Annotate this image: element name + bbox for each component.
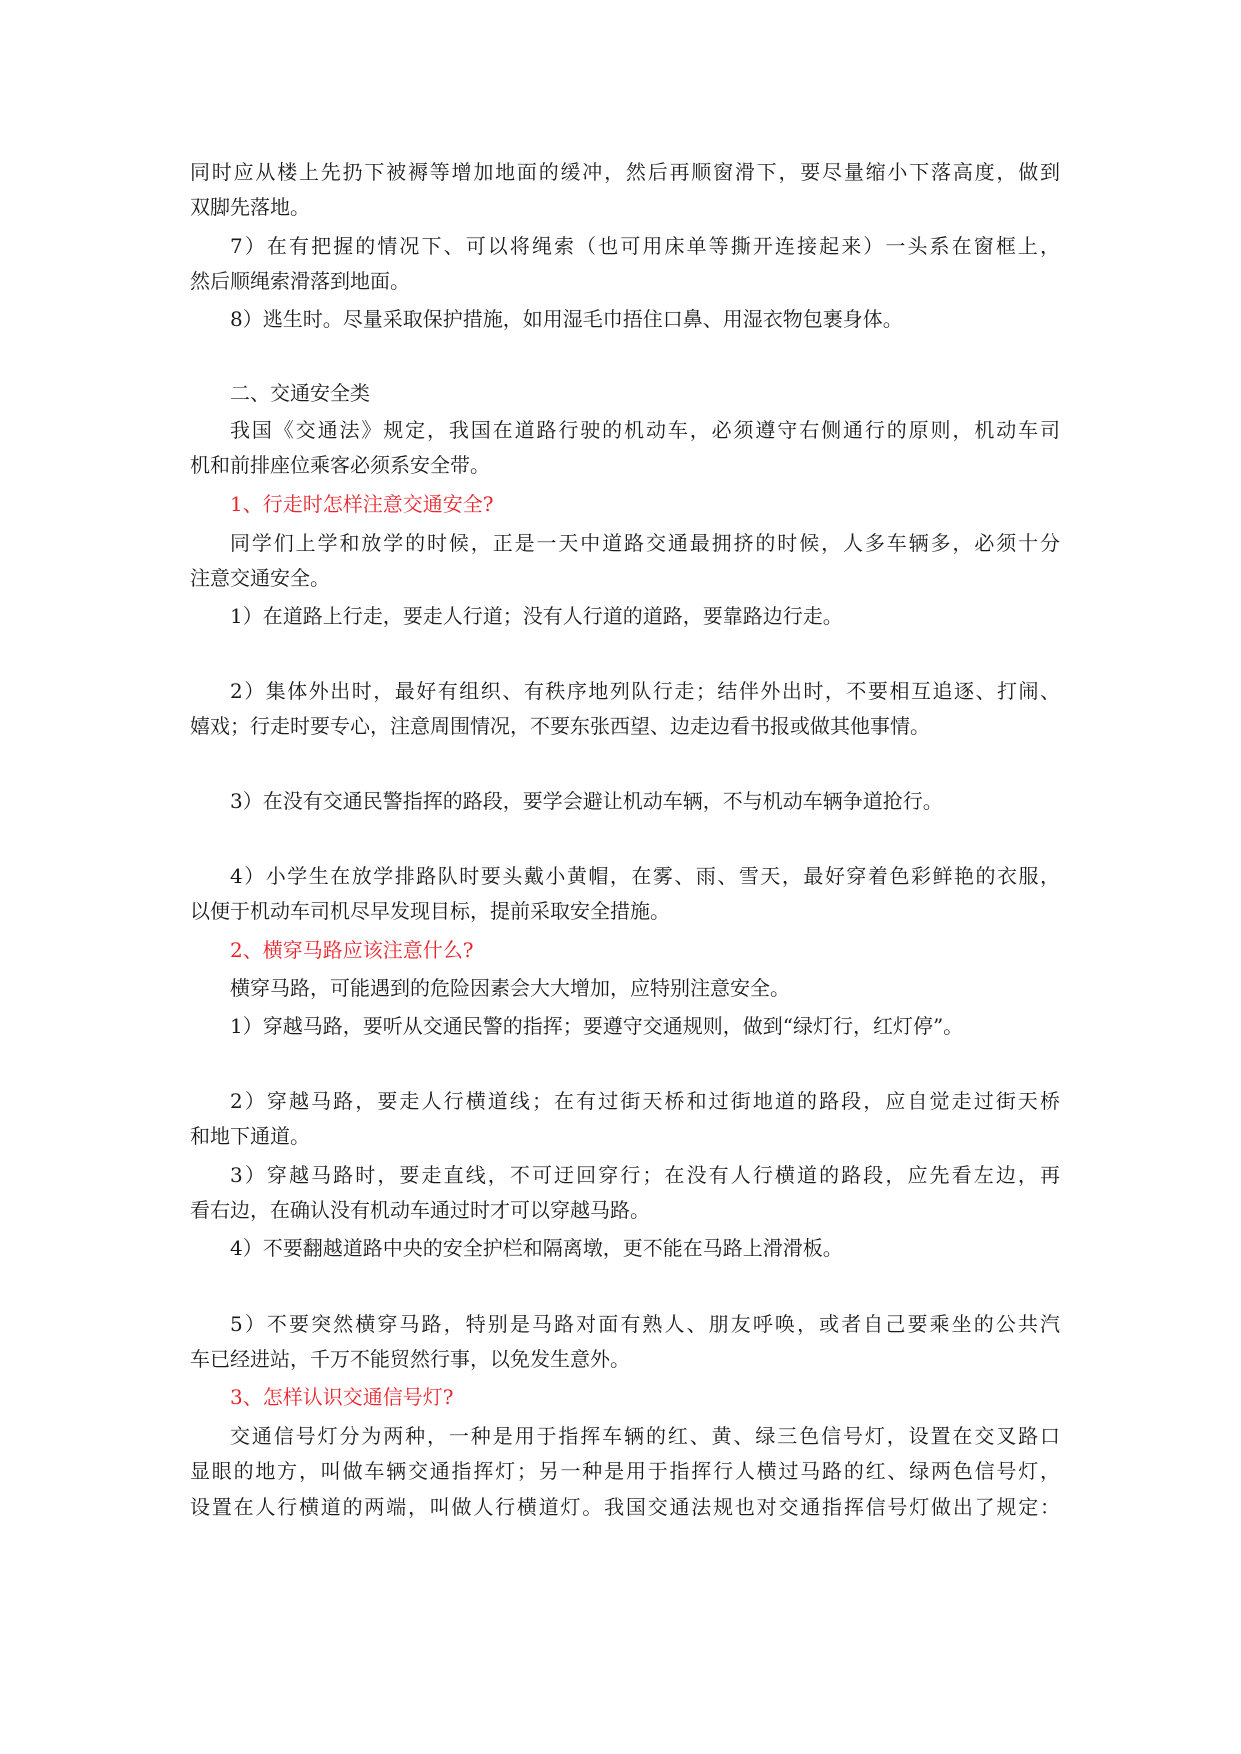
text-line: 8）逃生时。尽量采取保护措施，如用湿毛巾捂住口鼻、用湿衣物包裹身体。 [230, 307, 903, 331]
text-line: 同时应从楼上先扔下被褥等增加地面的缓冲，然后再顺窗滑下，要尽量缩小下落高度，做到 [190, 160, 1060, 184]
text-line: 2）穿越马路，要走人行横道线；在有过街天桥和过街地道的路段，应自觉走过街天桥 [230, 1089, 1060, 1113]
text-line: 7）在有把握的情况下、可以将绳索（也可用床单等撕开连接起来）一头系在窗框上， [230, 234, 1060, 258]
text-line: 4）不要翻越道路中央的安全护栏和隔离墩，更不能在马路上滑滑板。 [230, 1236, 843, 1260]
text-line: 4）小学生在放学排路队时要头戴小黄帽，在雾、雨、雪天，最好穿着色彩鲜艳的衣服， [230, 864, 1060, 888]
text-line: 和地下通道。 [190, 1124, 310, 1148]
text-line: 同学们上学和放学的时候，正是一天中道路交通最拥挤的时候，人多车辆多，必须十分 [230, 531, 1060, 555]
text-line: 设置在人行横道的两端，叫做人行横道灯。我国交通法规也对交通指挥信号灯做出了规定： [190, 1495, 1060, 1519]
text-line: 我国《交通法》规定，我国在道路行驶的机动车，必须遵守右侧通行的原则，机动车司 [230, 418, 1060, 442]
text-line: 横穿马路，可能遇到的危险因素会大大增加，应特别注意安全。 [230, 976, 790, 1000]
text-line: 机和前排座位乘客必须系安全带。 [190, 453, 490, 477]
section-heading: 二、交通安全类 [230, 381, 370, 405]
text-line: 5）不要突然横穿马路，特别是马路对面有熟人、朋友呼唤，或者自己要乘坐的公共汽 [230, 1312, 1060, 1336]
text-line: 以便于机动车司机尽早发现目标，提前采取安全措施。 [190, 899, 670, 923]
text-line: 看右边，在确认没有机动车通过时才可以穿越马路。 [190, 1198, 650, 1222]
text-line: 注意交通安全。 [190, 566, 330, 590]
text-line: 双脚先落地。 [190, 195, 310, 219]
text-line: 嬉戏；行走时要专心，注意周围情况，不要东张西望、边走边看书报或做其他事情。 [190, 714, 930, 738]
text-line: 显眼的地方，叫做车辆交通指挥灯；另一种是用于指挥行人横过马路的红、绿两色信号灯， [190, 1459, 1060, 1483]
subheading-traffic-lights: 3、怎样认识交通信号灯? [230, 1385, 454, 1409]
text-line: 交通信号灯分为两种，一种是用于指挥车辆的红、黄、绿三色信号灯，设置在交叉路口 [230, 1424, 1060, 1448]
text-line: 车已经进站，千万不能贸然行事，以免发生意外。 [190, 1347, 630, 1371]
document-page [190, 0, 1060, 1754]
text-line: 1）穿越马路，要听从交通民警的指挥；要遵守交通规则，做到“绿灯行，红灯停”。 [230, 1014, 964, 1038]
subheading-crossing-road: 2、横穿马路应该注意什么? [230, 938, 474, 962]
subheading-walking-safety: 1、行走时怎样注意交通安全? [230, 492, 494, 516]
text-line: 3）在没有交通民警指挥的路段，要学会避让机动车辆，不与机动车辆争道抢行。 [230, 789, 943, 813]
text-line: 2）集体外出时，最好有组织、有秩序地列队行走；结伴外出时，不要相互追逐、打闹、 [230, 679, 1060, 703]
text-line: 3）穿越马路时，要走直线，不可迂回穿行；在没有人行横道的路段，应先看左边，再 [230, 1163, 1060, 1187]
text-line: 1）在道路上行走，要走人行道；没有人行道的道路，要靠路边行走。 [230, 604, 843, 628]
text-line: 然后顺绳索滑落到地面。 [190, 269, 410, 293]
